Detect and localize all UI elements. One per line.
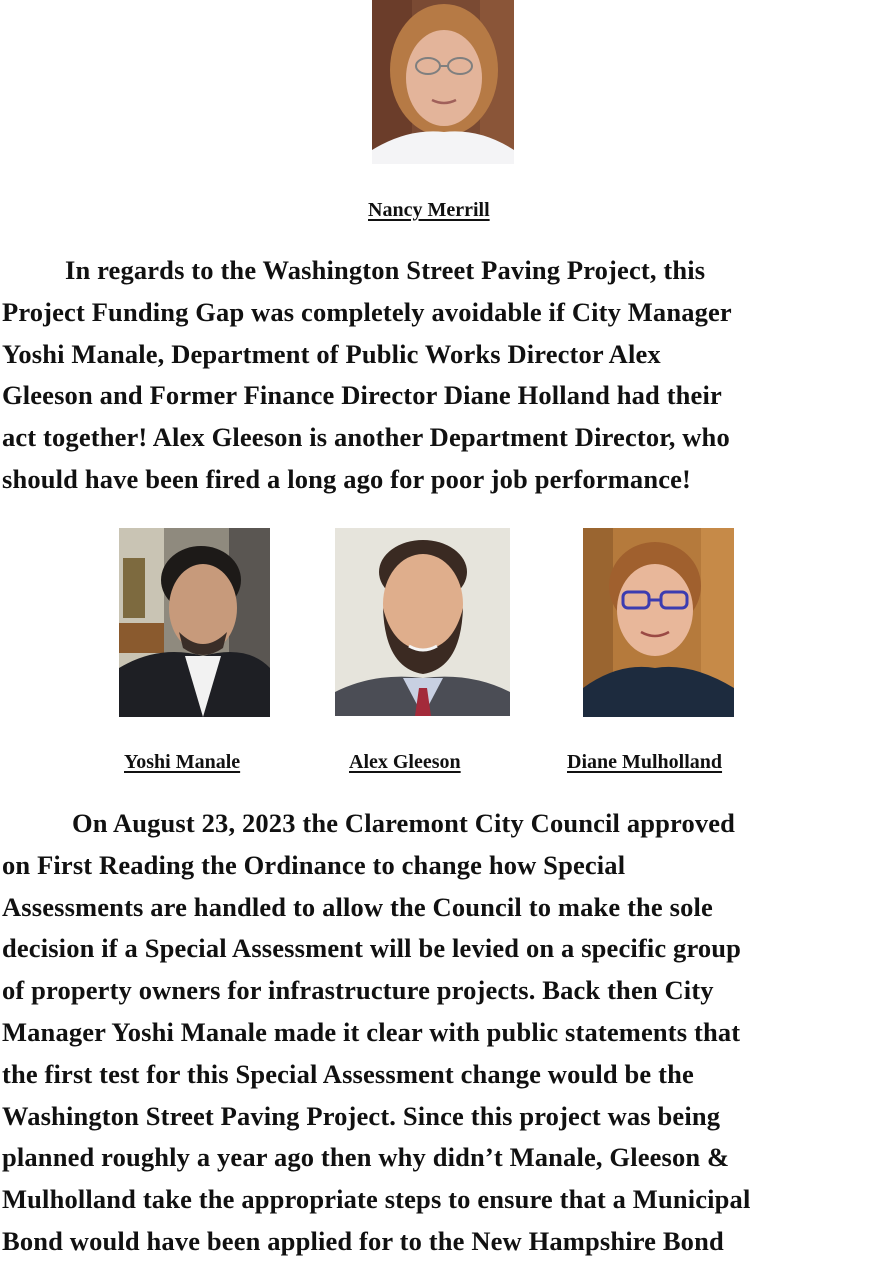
- paragraph-line: on First Reading the Ordinance to change how Special: [2, 849, 626, 880]
- paragraph-line: Project Funding Gap was completely avoidable if City Manager: [2, 296, 732, 327]
- paragraph-line: Manager Yoshi Manale made it clear with public statements that: [2, 1016, 741, 1047]
- portrait-caption-yoshi-manale: Yoshi Manale: [124, 751, 241, 773]
- paragraph-line: act together! Alex Gleeson is another Department Director, who: [2, 422, 730, 453]
- paragraph-line: planned roughly a year ago then why didn’t Manale, Gleeson &: [2, 1142, 730, 1173]
- paragraph-line: In regards to the Washington Street Paving Project, this: [65, 255, 706, 285]
- portrait-photo-alex-gleeson: [335, 528, 510, 716]
- portrait-photo-nancy-merrill: [372, 0, 514, 164]
- paragraph-line: Assessments are handled to allow the Council to make the sole: [2, 891, 713, 922]
- paragraph-line: On August 23, 2023 the Claremont City Council approved: [72, 808, 736, 838]
- portrait-caption-alex-gleeson: Alex Gleeson: [349, 751, 461, 773]
- paragraph-line: should have been fired a long ago for poor job performance!: [2, 463, 692, 494]
- paragraph-line: decision if a Special Assessment will be levied on a specific group: [2, 933, 742, 964]
- portrait-caption-nancy-merrill: Nancy Merrill: [368, 199, 490, 221]
- paragraph-special-assessment: [2, 803, 878, 1263]
- paragraph-line: Yoshi Manale, Department of Public Works Director Alex: [2, 338, 661, 369]
- paragraph-line: of property owners for infrastructure projects. Back then City: [2, 975, 714, 1006]
- paragraph-line: the first test for this Special Assessment change would be the: [2, 1058, 694, 1089]
- portrait-caption-diane-mulholland: Diane Mulholland: [567, 751, 723, 773]
- paragraph-funding-gap: [2, 250, 878, 501]
- paragraph-line: Bond would have been applied for to the New Hampshire Bond: [2, 1225, 724, 1256]
- portrait-photo-diane-mulholland: [583, 528, 734, 717]
- paragraph-line: Mulholland take the appropriate steps to ensure that a Municipal: [2, 1184, 751, 1215]
- portrait-photo-yoshi-manale: [119, 528, 270, 717]
- paragraph-line: Washington Street Paving Project. Since this project was being: [2, 1100, 721, 1131]
- paragraph-line: Gleeson and Former Finance Director Diane Holland had their: [2, 380, 722, 411]
